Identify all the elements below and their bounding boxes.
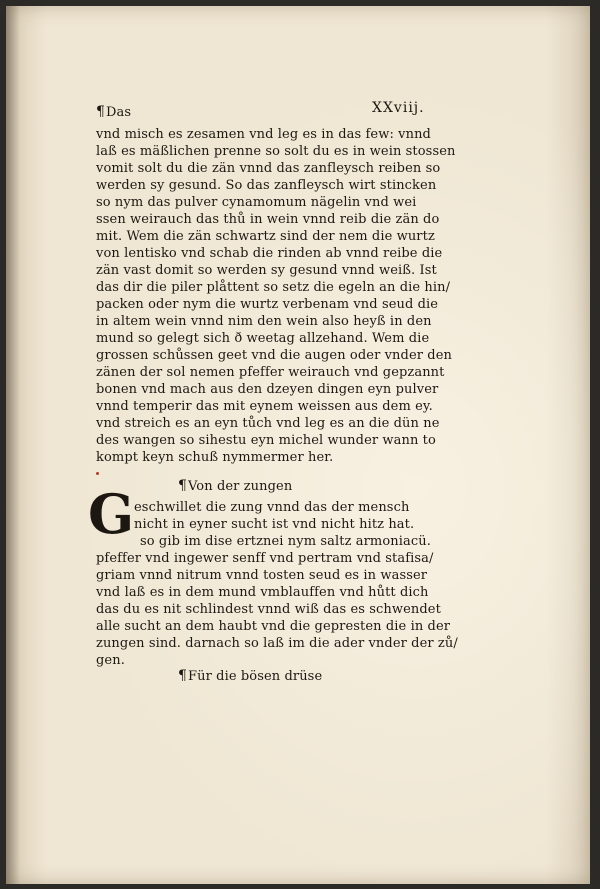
text-line: kompt keyn schuß nymmermer her. [96, 450, 334, 465]
text-line: werden sy gesund. So das zanfleysch wirt stincken [96, 178, 437, 193]
red-ink-mark [96, 472, 99, 475]
text-line: das dir die piler plåttent so setz die egeln an die hin/ [96, 280, 451, 295]
section-heading [178, 478, 292, 495]
text-line: laß es mäßlichen prenne so solt du es in wein stossen [96, 144, 456, 159]
text-line: eschwillet die zung vnnd das der mensch [134, 500, 410, 515]
text-line: vnd streich es an eyn tůch vnd leg es an die dün ne [96, 416, 440, 431]
text-line: mund so gelegt sich ð weetag allzehand. Wem die [96, 331, 430, 346]
text-line: des wangen so sihestu eyn michel wunder wann to [96, 433, 436, 448]
text-line: vnd misch es zesamen vnd leg es in das few: vnnd [96, 127, 431, 142]
text-line: zungen sind. darnach so laß im die ader vnder der zů/ [96, 636, 458, 651]
section-heading-text: Das [106, 105, 132, 120]
text-line: so gib im dise ertznei nym saltz armoniacü. [140, 534, 431, 549]
section-heading-text: Von der zungen [188, 479, 293, 494]
section-heading [96, 104, 131, 121]
folio-number: XXviij. [372, 100, 425, 116]
section-heading [178, 668, 322, 685]
pilcrow-mark: ¶ [178, 478, 188, 494]
text-line: vomit solt du die zän vnnd das zanfleysch reiben so [96, 161, 441, 176]
decorated-initial: G [88, 482, 135, 546]
text-line: ssen weirauch das thů in wein vnnd reib die zän do [96, 212, 440, 227]
text-line: zän vast domit so werden sy gesund vnnd weiß. Ist [96, 263, 437, 278]
text-line: das du es nit schlindest vnnd wiß das es schwendet [96, 602, 441, 617]
pilcrow-mark: ¶ [178, 668, 188, 684]
text-line: nicht in eyner sucht ist vnd nicht hitz hat. [134, 517, 415, 532]
text-line: bonen vnd mach aus den dzeyen dingen eyn pulver [96, 382, 439, 397]
text-line: in altem wein vnnd nim den wein also heyß in den [96, 314, 432, 329]
text-line: zänen der sol nemen pfeffer weirauch vnd gepzannt [96, 365, 445, 380]
text-line: so nym das pulver cynamomum nägelin vnd wei [96, 195, 417, 210]
text-line: vnnd temperir das mit eynem weissen aus dem ey. [96, 399, 433, 414]
text-line: packen oder nym die wurtz verbenam vnd seud die [96, 297, 439, 312]
text-line: pfeffer vnd ingewer senff vnd pertram vnd stafisa/ [96, 551, 434, 566]
text-line: griam vnnd nitrum vnnd tosten seud es in wasser [96, 568, 428, 583]
text-line: von lentisko vnd schab die rinden ab vnnd reibe die [96, 246, 443, 261]
section-heading-text: Für die bösen drüse [188, 669, 323, 684]
text-line: vnd laß es in dem mund vmblauffen vnd hůtt dich [96, 585, 429, 600]
text-line: grossen schůssen geet vnd die augen oder vnder den [96, 348, 452, 363]
text-line: gen. [96, 653, 125, 668]
book-page [6, 6, 590, 884]
text-line: mit. Wem die zän schwartz sind der nem die wurtz [96, 229, 435, 244]
text-line: alle sucht an dem haubt vnd die gepresten die in der [96, 619, 451, 634]
pilcrow-mark: ¶ [96, 104, 106, 120]
